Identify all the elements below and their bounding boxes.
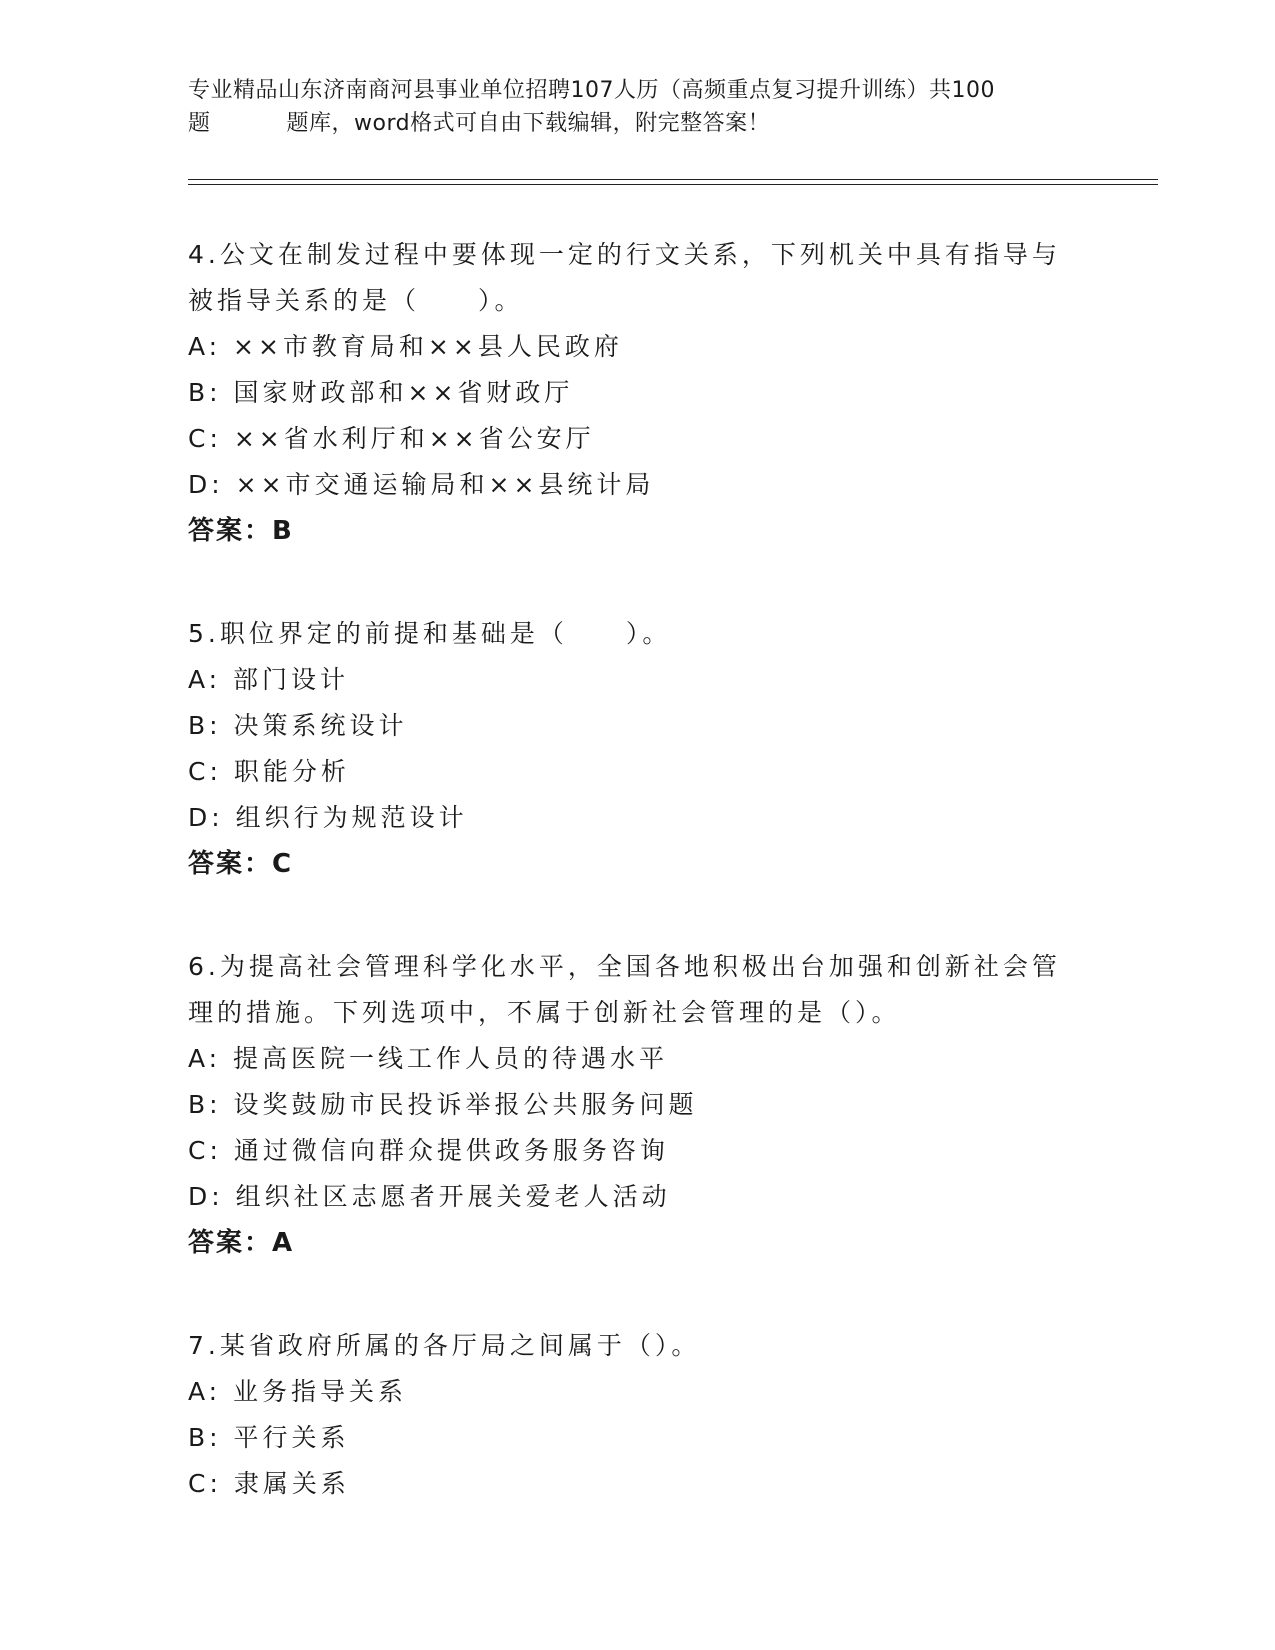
- option-a: A: 部门设计: [188, 665, 350, 694]
- document-header: [188, 74, 1088, 140]
- option-c: C: 职能分析: [188, 757, 350, 786]
- option-c: C: 隶属关系: [188, 1469, 350, 1498]
- option-d: D: ××市交通运输局和××县统计局: [188, 470, 655, 499]
- question-item: [188, 611, 1088, 887]
- option-c: C: ××省水利厅和××省公安厅: [188, 424, 595, 453]
- question-text: 6.为提高社会管理科学化水平，全国各地积极出台加强和创新社会管理的措施。下列选项中，不属于创新社会管理的是（）。: [188, 952, 1061, 1027]
- header-divider-bottom: [188, 184, 1158, 185]
- answer-label: 答案：B: [188, 516, 294, 546]
- option-b: B: 平行关系: [188, 1423, 350, 1452]
- question-list: [188, 232, 1088, 1564]
- option-a: A: ××市教育局和××县人民政府: [188, 332, 623, 361]
- answer-label: 答案：A: [188, 1228, 295, 1258]
- question-text: 7.某省政府所属的各厅局之间属于（）。: [188, 1331, 701, 1360]
- question-item: [188, 232, 1088, 554]
- header-title-line2: [188, 107, 1088, 140]
- header-title-line2-prefix: 题: [188, 111, 211, 136]
- option-d: D: 组织行为规范设计: [188, 803, 468, 832]
- question-text: 4.公文在制发过程中要体现一定的行文关系，下列机关中具有指导与被指导关系的是（ ）。: [188, 240, 1061, 315]
- header-title-line2-text: 题库，word格式可自由下载编辑，附完整答案！: [286, 111, 771, 136]
- option-a: A: 提高医院一线工作人员的待遇水平: [188, 1044, 669, 1073]
- option-c: C: 通过微信向群众提供政务服务咨询: [188, 1136, 669, 1165]
- option-d: D: 组织社区志愿者开展关爱老人活动: [188, 1182, 671, 1211]
- question-item: [188, 1323, 1088, 1507]
- option-a: A: 业务指导关系: [188, 1377, 408, 1406]
- header-divider-top: [188, 179, 1158, 180]
- option-b: B: 设奖鼓励市民投诉举报公共服务问题: [188, 1090, 698, 1119]
- option-b: B: 国家财政部和××省财政厅: [188, 378, 574, 407]
- question-text: 5.职位界定的前提和基础是（ ）。: [188, 619, 672, 648]
- option-b: B: 决策系统设计: [188, 711, 408, 740]
- answer-label: 答案：C: [188, 849, 294, 879]
- header-title-line1: 专业精品山东济南商河县事业单位招聘107人历（高频重点复习提升训练）共100: [188, 78, 995, 103]
- question-item: [188, 944, 1088, 1266]
